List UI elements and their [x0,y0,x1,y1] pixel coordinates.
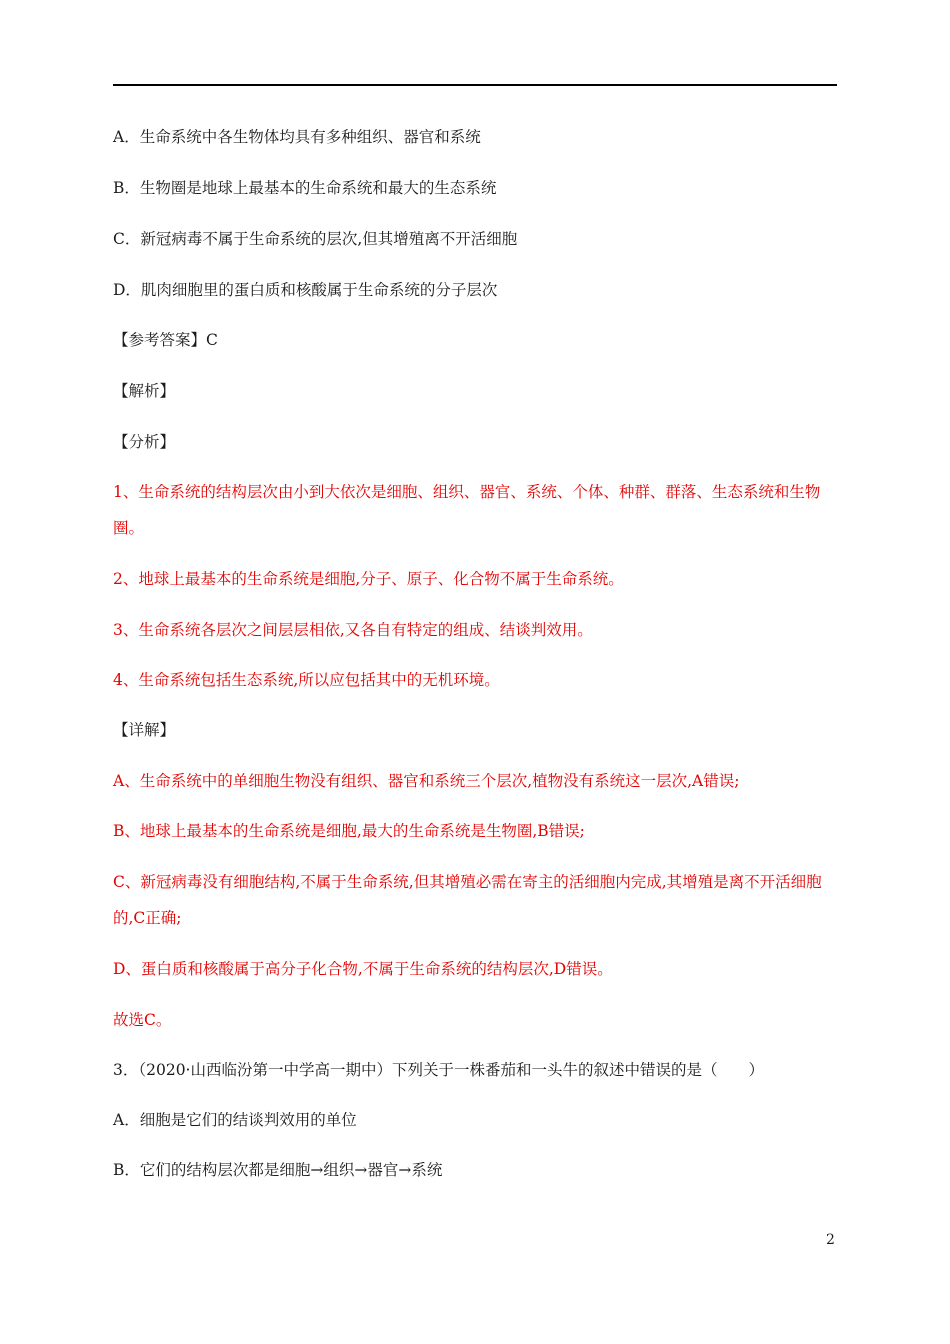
detail-point-d: D、蛋白质和核酸属于高分子化合物,不属于生命系统的结构层次,D错误。 [113,960,613,978]
detail-heading: 【详解】 [113,721,176,739]
page-number: 2 [826,1232,835,1248]
conclusion: 故选C。 [113,1011,172,1029]
question-3-option-b: B．它们的结构层次都是细胞→组织→器官→系统 [113,1161,443,1179]
fenxi-heading: 【分析】 [113,433,176,451]
option-d: D．肌肉细胞里的蛋白质和核酸属于生命系统的分子层次 [113,281,498,299]
question-3-option-a: A．细胞是它们的结谈判效用的单位 [113,1111,357,1129]
analysis-point-3: 3、生命系统各层次之间层层相依,又各自有特定的组成、结谈判效用。 [113,621,593,639]
header-rule [113,84,837,86]
option-a: A．生命系统中各生物体均具有多种组织、器官和系统 [113,128,481,146]
answer-key: 【参考答案】C [113,331,218,349]
detail-point-b: B、地球上最基本的生命系统是细胞,最大的生命系统是生物圈,B错误; [113,822,585,840]
analysis-point-4: 4、生命系统包括生态系统,所以应包括其中的无机环境。 [113,671,500,689]
analysis-point-1: 1、生命系统的结构层次由小到大依次是细胞、组织、器官、系统、个体、种群、群落、生态系统和生物圈。 [113,483,821,537]
analysis-point-2: 2、地球上最基本的生命系统是细胞,分子、原子、化合物不属于生命系统。 [113,570,624,588]
detail-point-c: C、新冠病毒没有细胞结构,不属于生命系统,但其增殖必需在寄主的活细胞内完成,其增殖是离不开活细胞的,C正确; [113,873,822,927]
question-3-stem: 3．（2020·山西临汾第一中学高一期中）下列关于一株番茄和一头牛的叙述中错误的是（ ） [113,1061,764,1079]
analysis-heading: 【解析】 [113,382,176,400]
option-b: B．生物圈是地球上最基本的生命系统和最大的生态系统 [113,179,497,197]
detail-point-a: A、生命系统中的单细胞生物没有组织、器官和系统三个层次,植物没有系统这一层次,A错误; [113,772,740,790]
option-c: C．新冠病毒不属于生命系统的层次,但其增殖离不开活细胞 [113,230,518,248]
